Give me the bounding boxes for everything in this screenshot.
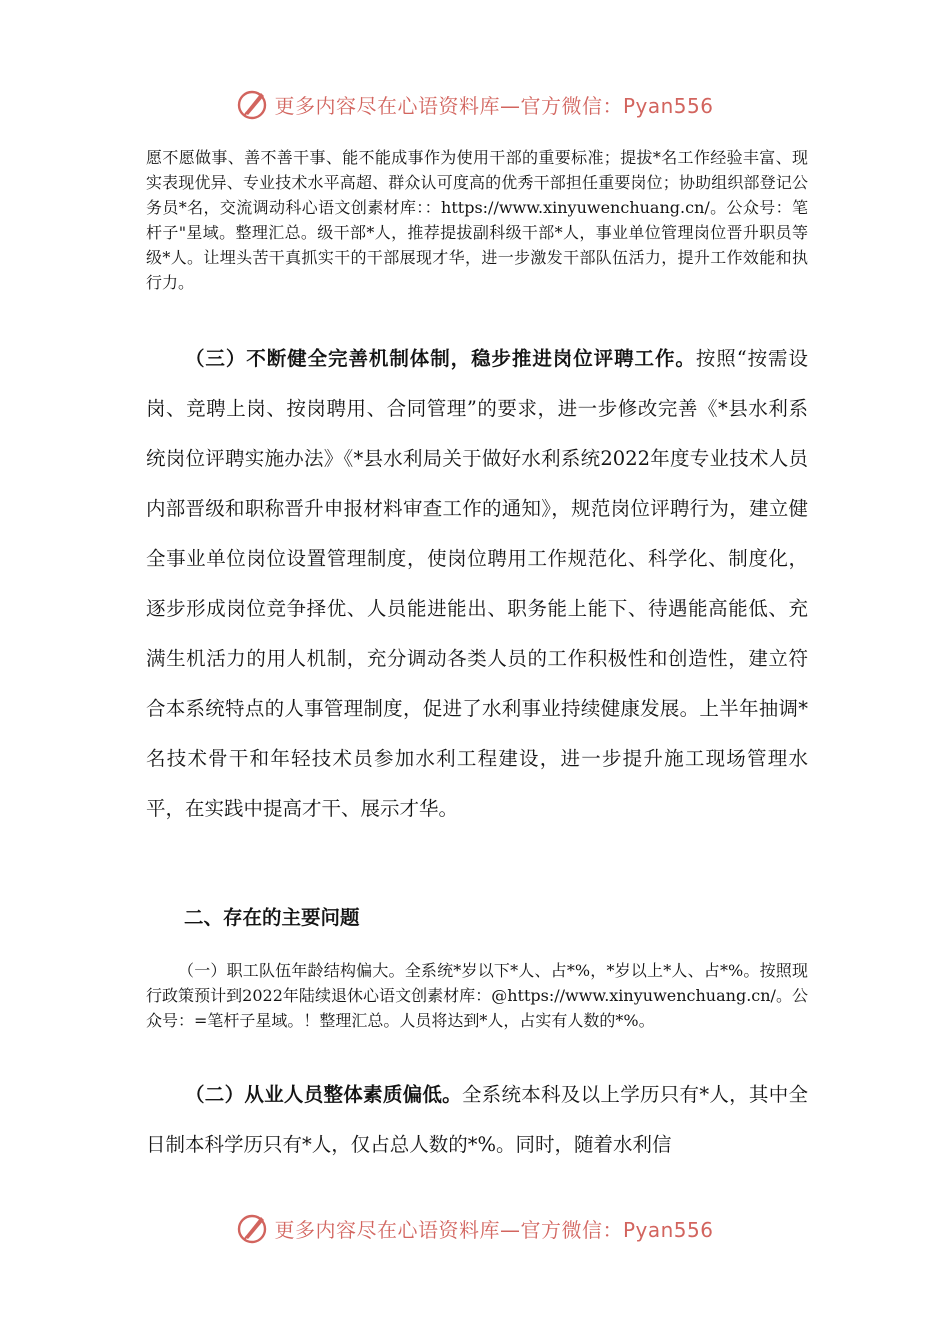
quill-logo-icon xyxy=(236,87,270,121)
section-heading-problems: 二、存在的主要问题 xyxy=(184,906,360,929)
paragraph-text: （一）职工队伍年龄结构偏大。全系统*岁以下*人、占*%，*岁以上*人、占*%。按照现行政策预计到2022年陆续退休心语文创素材库：@https://www.xinyuwenchuang.cn/。公众号：=笔杆子星域。！整理汇总。人员将达到*人，占实有人数的*%。 xyxy=(146,961,808,1030)
paragraph-text: 愿不愿做事、善不善干事、能不能成事作为使用干部的重要标准；提拔*名工作经验丰富、现实表现优异、专业技术水平高超、群众认可度高的优秀干部担任重要岗位；协助组织部登记公务员*名，交流调动科心语文创素材库：：https://www.xinyuwenchuang.cn/。公众号：笔杆子"星域。整理汇总。级干部*人，推荐提拔副科级干部*人，事业单位管理岗位晋升职员等级*人。让埋头苦干真抓实干的干部展现才华，进一步激发干部队伍活力，提升工作效能和执行力。 xyxy=(146,148,808,292)
header-watermark xyxy=(0,84,950,124)
paragraph-cadre-selection xyxy=(146,145,808,295)
section-title-two: （二）从业人员整体素质偏低。 xyxy=(185,1083,462,1106)
paragraph-text: 按照“按需设岗、竞聘上岗、按岗聘用、合同管理”的要求，进一步修改完善《*县水利系统岗位评聘实施办法》《*县水利局关于做好水利系统2022年度专业技术人员内部晋级和职称晋升申报材料审查工作的通知》，规范岗位评聘行为，建立健全事业单位岗位设置管理制度，使岗位聘用工作规范化、科学化、制度化，逐步形成岗位竞争择优、人员能进能出、职务能上能下、待遇能高能低、充满生机活力的用人机制，充分调动各类人员的工作积极性和创造性，建立符合本系统特点的人事管理制度，促进了水利事业持续健康发展。上半年抽调*名技术骨干和年轻技术员参加水利工程建设，进一步提升施工现场管理水平，在实践中提高才干、展示才华。 xyxy=(146,347,808,820)
footer-watermark xyxy=(0,1208,950,1248)
paragraph-age-structure xyxy=(146,958,808,1033)
watermark-text: 更多内容尽在心语资料库—官方微信：Pyan556 xyxy=(274,1217,714,1242)
quill-logo-icon xyxy=(236,1211,270,1245)
paragraph-text: 全系统本科及以上学历只有*人，其中全日制本科学历只有*人，仅占总人数的*%。同时，随着水利信 xyxy=(146,1083,808,1156)
paragraph-job-evaluation xyxy=(146,334,808,834)
watermark-text: 更多内容尽在心语资料库—官方微信：Pyan556 xyxy=(274,93,714,118)
paragraph-staff-quality xyxy=(146,1070,808,1170)
section-title-three: （三）不断健全完善机制体制，稳步推进岗位评聘工作。 xyxy=(185,347,696,370)
